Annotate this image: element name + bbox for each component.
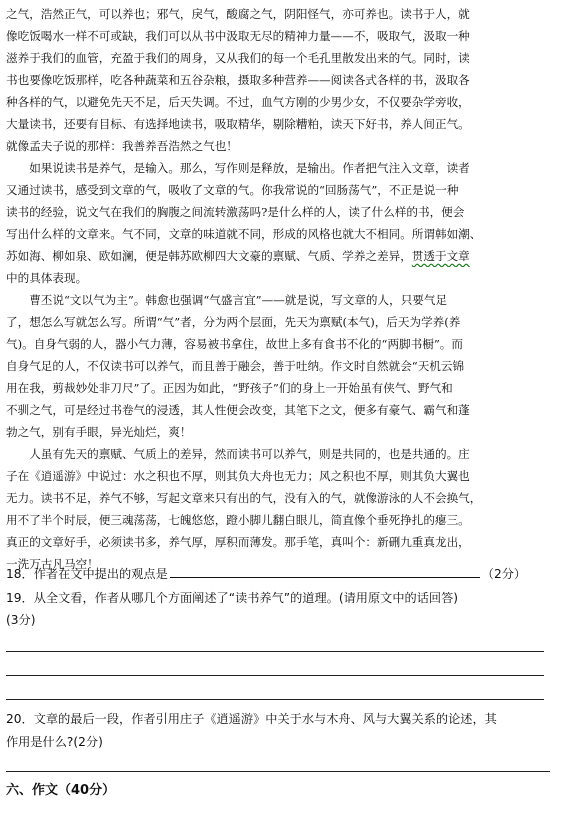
- question-19-answer-line-2[interactable]: [6, 675, 544, 676]
- section-heading-composition: 六、作文（40分）: [6, 783, 116, 798]
- article-line: 就像孟夫子说的那样：我善养吾浩然之气也！: [6, 139, 238, 153]
- question-20-text-line-2: 作用是什么?(2分): [6, 735, 103, 749]
- article-line: 像吃饭喝水一样不可或缺，我们可以从书中汲取无尽的精神力量——不，吸取气，汲取一种: [6, 29, 470, 43]
- article-line: 用不了半个时辰，便三魂荡荡，七魄悠悠，蹬小脚儿翻白眼儿，简直像个垂死挣扎的瘪三。: [6, 513, 470, 527]
- question-19-score: (3分): [6, 613, 36, 627]
- article-line: 如果说读书是养气，是输入。那么，写作则是释放，是输出。作者把气注入文章，读者: [6, 161, 470, 175]
- article-line: 勃之气，别有手眼，异光灿烂，爽！: [6, 425, 192, 439]
- question-18: [6, 563, 568, 585]
- article-line: 滋养于我们的血管，充盈于我们的周身，又从我们的每一个毛孔里散发出来的气。同时，读: [6, 51, 470, 65]
- article-line: 无力。读书不足，养气不够，写起文章来只有出的气，没有入的气，就像游泳的人不会换气，: [6, 491, 482, 505]
- question-19-answer-line-1[interactable]: [6, 651, 544, 652]
- article-line: 了，想怎么写就怎么写。所谓“气”者，分为两个层面，先天为禀赋(本气)，后天为学养(养: [6, 315, 461, 329]
- question-20: 20．文章的最后一段，作者引用庄子《逍遥游》中关于水与木舟、风与大翼关系的论述，其: [6, 712, 497, 726]
- article-line: 中的具体表现。: [6, 271, 88, 285]
- article-line: 气)。自身气弱的人，器小气力薄，容易被书拿住，故世上多有食书不化的“两脚书橱”。而: [6, 337, 463, 351]
- article-line: 人虽有先天的禀赋、气质上的差异，然而读书可以养气，则是共同的，也是共通的。庄: [6, 447, 470, 461]
- article-line: 真正的文章好手，必须读书多，养气厚，厚积而薄发。那手笔，真叫个：新硎九重真龙出，: [6, 535, 470, 549]
- wavy-underlined-phrase: 贯透于文章: [411, 249, 470, 263]
- question-18-text: 18．作者在文中提出的观点是: [6, 567, 168, 581]
- article-line: 又通过读书，感受到文章的气，吸收了文章的气。你我常说的“回肠荡气”，不正是说一种: [6, 183, 459, 197]
- article-line: 子在《逍遥游》中说过：水之积也不厚，则其负大舟也无力；风之积也不厚，则其负大翼也: [6, 469, 470, 483]
- article-line: 之气，浩然正气，可以养也；邪气，戾气，酸腐之气，阴阳怪气，亦可养也。读书于人，就: [6, 7, 470, 21]
- article-line: 书也要像吃饭那样，吃各种蔬菜和五谷杂粮，摄取多种营养——阅读各式各样的书，汲取各: [6, 73, 470, 87]
- question-19: 19．从全文看，作者从哪几个方面阐述了“读书养气”的道理。(请用原文中的话回答): [6, 591, 459, 605]
- article-line: 用在我，剪裁妙处非刀尺”了。正因为如此，“野孩子”们的身上一开始虽有侠气、野气和: [6, 381, 453, 395]
- article-line: 苏如海、柳如泉、欧如澜，便是韩苏欧柳四大文豪的禀赋、气质、学养之差异，贯透于文章: [6, 249, 470, 263]
- article-line: 大量读书，还要有目标、有选择地读书，吸取精华，剔除糟粕，读天下好书，养人间正气。: [6, 117, 470, 131]
- article-line: 写出什么样的文章来。气不同，文章的味道就不同，形成的风格也就大不相同。所谓韩如潮、: [6, 227, 482, 241]
- question-20-answer-line[interactable]: [6, 771, 550, 772]
- question-19-answer-line-3[interactable]: [6, 699, 544, 700]
- article-line: 读书的经验，说文气在我们的胸腹之间流转激荡吗?是什么样的人，读了什么样的书，便会: [6, 205, 465, 219]
- article-line: 种各样的气，以避免先天不足，后天失调。不过，血气方刚的少男少女，不仅要杂学旁收，: [6, 95, 470, 109]
- article-line: 不驯之气，可是经过书卷气的浸透，其人性便会改变，其笔下之文，便多有豪气、霸气和蓬: [6, 403, 470, 417]
- question-18-score: （2分）: [481, 567, 527, 581]
- article-line: 一洗万古凡马空！: [6, 557, 99, 571]
- article-line: 曹丕说“文以气为主”。韩愈也强调“气盛言宜”——就是说，写文章的人，只要气足: [6, 293, 448, 307]
- question-18-answer-blank[interactable]: [170, 563, 480, 578]
- article-line: 自身气足的人，不仅读书可以养气，而且善于融会，善于吐纳。作文时自然就会“天机云锦: [6, 359, 465, 373]
